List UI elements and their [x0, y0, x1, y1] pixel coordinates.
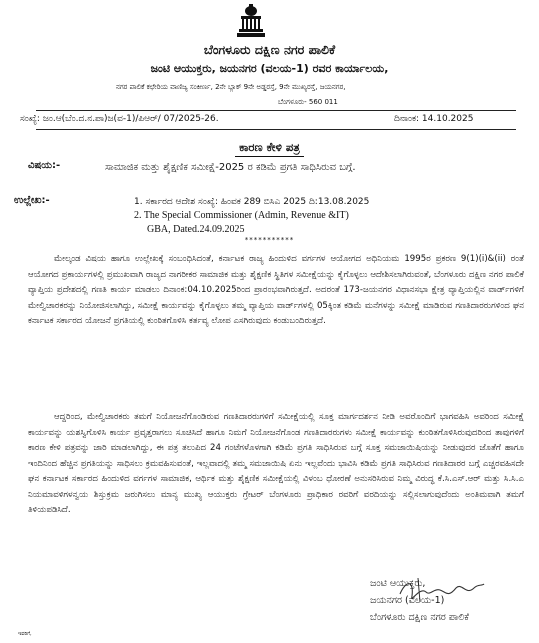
- subject-text: ಸಾಮಾಜಿಕ ಮತ್ತು ಶೈಕ್ಷಣಿಕ ಸಮೀಕ್ಷೆ-2025 ರ ಕಡಿಮೆ ಪ್ರಗತಿ ಸಾಧಿಸಿರುವ ಬಗ್ಗೆ.: [105, 162, 356, 173]
- signatory-organization: ಬೆಂಗಳೂರು ದಕ್ಷಿಣ ನಗರ ಪಾಲಿಕೆ: [370, 612, 469, 623]
- subject-label: ವಿಷಯ:-: [28, 160, 61, 171]
- addressee-label: ಇವರಿಗೆ,: [18, 631, 32, 637]
- reference-item-2-date: GBA, Dated.24.09.2025: [147, 224, 245, 235]
- reference-number: ಸಂಖ್ಯೆ: ಜಂ.ಆ(ಬೆಂ.ದ.ನ.ಪಾ)ಜ(ವ-1)/ಪಿಆರ್/ 07/2025-26.: [20, 114, 219, 124]
- organization-name: ಬೆಂಗಳೂರು ದಕ್ಷಿಣ ನಗರ ಪಾಲಿಕೆ: [203, 42, 336, 57]
- letter-title: [0, 136, 539, 157]
- office-address-line2: ಬೆಂಗಳೂರು- 560 011: [278, 98, 338, 106]
- reference-item-2: 2. The Special Commissioner (Admin, Revenue &IT): [134, 210, 349, 221]
- office-name: ಜಂಟಿ ಆಯುಕ್ತರು, ಜಯನಗರ (ವಲಯ-1) ರವರ ಕಾರ್ಯಾಲಯ,: [150, 62, 389, 75]
- letter-title-text: ಕಾರಣ ಕೇಳಿ ಪತ್ರ: [235, 140, 304, 157]
- body-paragraph-1: ಮೇಲ್ಕಂಡ ವಿಷಯ ಹಾಗೂ ಉಲ್ಲೇಖಕ್ಕೆ ಸಂಬಂಧಿಸಿದಂತೆ, ಕರ್ನಾಟಕ ರಾಜ್ಯ ಹಿಂದುಳಿದ ವರ್ಗಗಳ ಆಯೋಗದ ಅಧಿನಿಯಮ 1995ರ ಪ್ರಕರಣ 9(1)(i)&(ii) ರಂತೆ ಆಯೋಗದ ಪ್ರಕಾರ್ಯಗಳಲ್ಲಿ ಪ್ರಮುಖವಾಗಿ ರಾಜ್ಯದ ನಾಗರೀಕರ ಸಾಮಾಜಿಕ ಮತ್ತು ಶೈಕ್ಷಣಿಕ ಸ್ಥಿತಿಗಳ ಸಮೀಕ್ಷೆಯನ್ನು ಕೈಗೊಳ್ಳಲು ಆದೇಶಿಸಲಾಗಿರುವಂತೆ, ಬೆಂಗಳೂರು ದಕ್ಷಿಣ ನಗರ ಪಾಲಿಕೆ ವ್ಯಾಪ್ತಿಯ ಪ್ರದೇಶದಲ್ಲಿ ಗಣತಿ ಕಾರ್ಯ ಮಾಡಲು ದಿನಾಂಕ:04.10.2025ರಿಂದ ಪ್ರಾರಂಭವಾಗಿರುತ್ತದೆ. ಅದರಂತೆ 173-ಜಯನಗರ ವಿಧಾನಸಭಾ ಕ್ಷೇತ್ರ ವ್ಯಾಪ್ತಿಯಲ್ಲಿನ ವಾರ್ಡ್‌ಗಳಿಗೆ ಮೇಲ್ವಿಚಾರಕರನ್ನು ನಿಯೋಜಿಸಲಾಗಿದ್ದು, ಸಮೀಕ್ಷೆ ಕಾರ್ಯವನ್ನು ಕೈಗೊಳ್ಳಲು ತಮ್ಮ ವ್ಯಾಪ್ತಿಯ ವಾರ್ಡ್‌ಗಳಲ್ಲಿ 05ಕ್ಕಿಂತ ಕಡಿಮೆ ಮನೆಗಳನ್ನು ಸಮೀಕ್ಷೆ ಮಾಡಿರುವ ಗಣತಿದಾರರುಗಳಿಂದ ಘನ ಕರ್ನಾಟಕ ಸರ್ಕಾರದ ಯೋಜನೆ ಪ್ರಗತಿಯಲ್ಲಿ ಕುಂಠಿತಗೊಳಿಸಿ ಕರ್ತವ್ಯ ಲೋಪ ಎಸಗಿರುವುದು ಕಂಡುಬಂದಿರುತ್ತದೆ.: [28, 254, 524, 326]
- signatory-zone: ಜಯನಗರ (ವಲಯ-1): [370, 595, 445, 606]
- government-emblem-logo: [236, 4, 266, 38]
- separator-stars: ***********: [244, 236, 295, 244]
- reference-item-1: 1. ಸರ್ಕಾರದ ಆದೇಶ ಸಂಖ್ಯೆ: ಹಿಂವಕ 289 ಬಿಸಿಎ 2025 ದಿ:13.08.2025: [134, 197, 370, 207]
- reference-rule: [36, 129, 516, 130]
- body-paragraph-2: ಆದ್ದರಿಂದ, ಮೇಲ್ವಿಚಾರಕರು ತಮಗೆ ನಿಯೋಜನೆಗೊಂಡಿರುವ ಗಣತಿದಾರರುಗಳಿಗೆ ಸಮೀಕ್ಷೆಯಲ್ಲಿ ಸೂಕ್ತ ಮಾರ್ಗದರ್ಶನ ನೀಡಿ ಅವರೊಂದಿಗೆ ಭಾಗವಹಿಸಿ ಅವರಿಂದ ಸಮೀಕ್ಷೆ ಕಾರ್ಯವನ್ನು ಯಶಸ್ವಿಗೊಳಿಸಿ ಕಾರ್ಯ ಪ್ರವೃತ್ತರಾಗಲು ಸೂಚಿಸಿದೆ ಹಾಗೂ ನಿಮಗೆ ನಿಯೋಜನೆಗೊಂಡ ಗಣತಿದಾರರುಗಳು ಸಮೀಕ್ಷೆ ಕಾರ್ಯವನ್ನು ಕುಂಠಿತಗೊಳಿಸಿರುವುದರಿಂದ ತಾವುಗಳಿಗೆ ಕಾರಣ ಕೇಳಿ ಪತ್ರವನ್ನು ಜಾರಿ ಮಾಡಲಾಗಿದ್ದು, ಈ ಪತ್ರ ತಲುಪಿದ 24 ಗಂಟೆಗಳೊಳಗಾಗಿ ಕಡಿಮೆ ಪ್ರಗತಿ ಸಾಧಿಸಿರುವ ಬಗ್ಗೆ ಸೂಕ್ತ ಸಮಜಾಯಿಷಿಯನ್ನು ನೀಡುವುದರ ಜೊತೆಗೆ ಹಾಗೂ ಇಂದಿನಿಂದ ಹೆಚ್ಚಿನ ಪ್ರಗತಿಯನ್ನು ಸಾಧಿಸಲು ಕ್ರಮವಹಿಸುವಂತೆ, ಇಲ್ಲವಾದಲ್ಲಿ ತಮ್ಮ ಸಮಜಾಯಿಷಿ ಏನು ಇಲ್ಲವೆಂದು ಭಾವಿಸಿ ಕಡಿಮೆ ಪ್ರಗತಿ ಸಾಧಿಸಿರುವ ಗಣತಿದಾರರ ಬಗ್ಗೆ ಎಚ್ಚರವಹಿಸದೇ ಘನ ಕರ್ನಾಟಕ ಸರ್ಕಾರದ ಹಿಂದುಳಿದ ವರ್ಗಗಳ ಸಾಮಾಜಿಕ, ಆರ್ಥಿಕ ಮತ್ತು ಶೈಕ್ಷಣಿಕ ಸಮೀಕ್ಷೆಯಲ್ಲಿ ವಿಳಂಬ ಧೋರಣೆ ಅನುಸರಿಸಿರುವ ನಿಮ್ಮ ವಿರುದ್ಧ ಕೆ.ಸಿ.ಎಸ್.ಆರ್ ಮತ್ತು ಸಿ.ಸಿ.ಎ ನಿಯಮಾವಳಿಗಳನ್ವಯ ಶಿಸ್ತುಕ್ರಮ ಜರುಗಿಸಲು ಮಾನ್ಯ ಮುಖ್ಯ ಆಯುಕ್ತರು ಗ್ರೇಟರ್ ಬೆಂಗಳೂರು ಪ್ರಾಧಿಕಾರ ರವರಿಗೆ ವರದಿಯನ್ನು ಸಲ್ಲಿಸಲಾಗುವುದೆಂದು ಅಂತಿಮವಾಗಿ ತಮಗೆ ತಿಳಿಯಪಡಿಸಿದೆ.: [28, 412, 524, 515]
- office-address-line1: ನಗರ ಪಾಲಿಕೆ ಕಛೇರಿಯ ವಾಣಿಜ್ಯ ಸಂಕೀರ್ಣ, 2ನೇ ಬ್ಲಾಕ್ 9ನೇ ಅಡ್ಡರಸ್ತೆ, 9ನೇ ಮುಖ್ಯರಸ್ತೆ, ಜಯನಗರ,: [116, 83, 346, 91]
- header-rule: [36, 110, 516, 111]
- signatory-title: ಜಂಟಿ ಆಯುಕ್ತರು,: [370, 578, 426, 589]
- letter-date: ದಿನಾಂಕ: 14.10.2025: [394, 114, 474, 124]
- references-label: ಉಲ್ಲೇಖ:-: [14, 195, 50, 206]
- references-list: [134, 195, 369, 237]
